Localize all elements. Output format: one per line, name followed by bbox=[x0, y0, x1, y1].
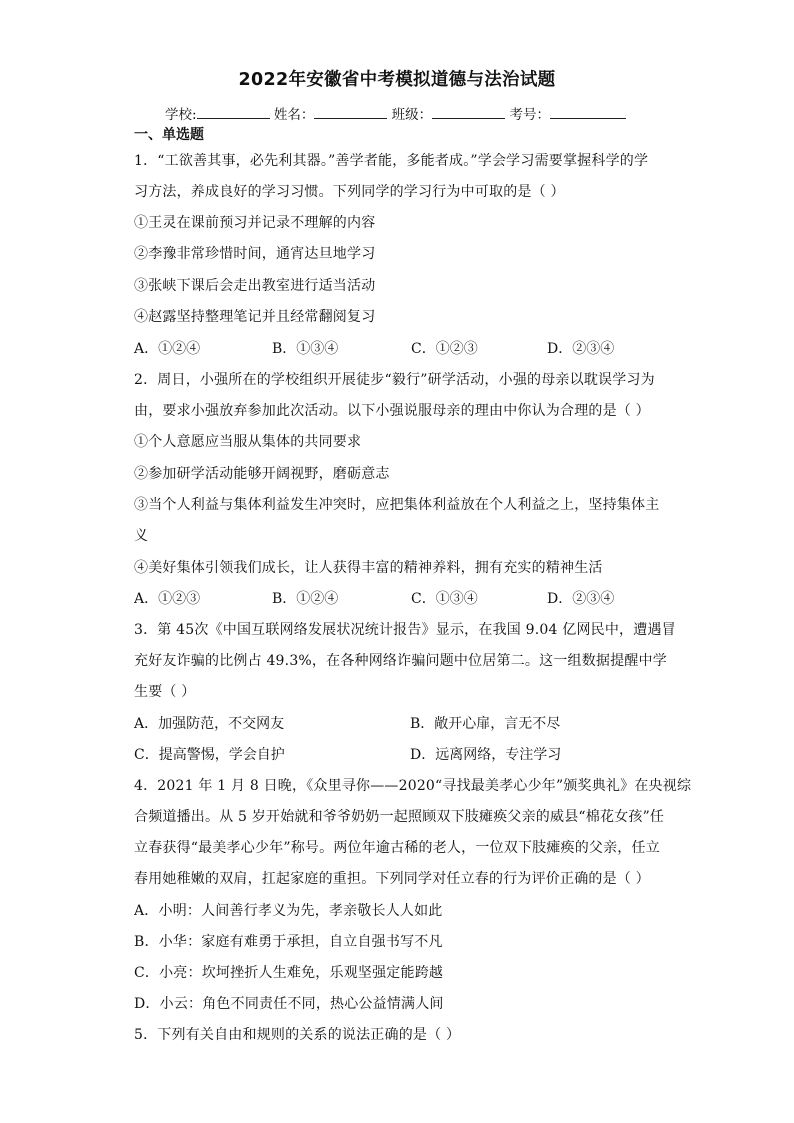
q3-stem-line-1: 3．第 45次《中国互联网络发展状况统计报告》显示，在我国 9.04 亿网民中，遭遇冒 bbox=[134, 622, 676, 638]
q2-statement-3-line-1: ③当个人利益与集体利益发生冲突时，应把集体利益放在个人利益之上，坚持集体主 bbox=[134, 497, 660, 513]
q1-option-c[interactable]: C．①②③ bbox=[411, 341, 478, 357]
q2-statement-1: ①个人意愿应当服从集体的共同要求 bbox=[134, 434, 362, 450]
q1-stem-line-2: 习方法，养成良好的学习习惯。下列同学的学习行为中可取的是（ ） bbox=[134, 184, 565, 200]
q3-option-a[interactable]: A．加强防范，不交网友 bbox=[134, 716, 285, 732]
q3-option-d[interactable]: D．远离网络，专注学习 bbox=[410, 747, 562, 763]
q3-option-b[interactable]: B．敞开心扉，言无不尽 bbox=[410, 716, 561, 732]
q3-option-c[interactable]: C．提高警惕，学会自护 bbox=[134, 747, 285, 763]
school-blank[interactable] bbox=[197, 105, 270, 119]
q4-stem-line-1: 4．2021 年 1 月 8 日晚，《众里寻你——2020“寻找最美孝心少年”颁奖典礼》在央视综 bbox=[134, 778, 692, 794]
q2-stem-line-2: 由，要求小强放弃参加此次活动。以下小强说服母亲的理由中你认为合理的是（ ） bbox=[134, 403, 650, 419]
q1-option-d[interactable]: D．②③④ bbox=[547, 341, 615, 357]
q5-stem-line-1: 5．下列有关自由和规则的关系的说法正确的是（ ） bbox=[134, 1027, 461, 1043]
q4-stem-line-3: 立春获得“最美孝心少年”称号。两位年逾古稀的老人，一位双下肢瘫痪的父亲，任立 bbox=[134, 840, 660, 856]
q2-option-d[interactable]: D．②③④ bbox=[547, 591, 615, 607]
q4-option-b[interactable]: B．小华：家庭有难勇于承担，自立自强书写不凡 bbox=[134, 934, 443, 950]
q1-statement-3: ③张峡下课后会走出教室进行适当活动 bbox=[134, 278, 376, 294]
q4-option-c[interactable]: C．小亮：坎坷挫折人生难免，乐观坚强定能跨越 bbox=[134, 965, 444, 981]
q1-option-b[interactable]: B．①③④ bbox=[272, 341, 339, 357]
class-label: 班级： bbox=[391, 107, 433, 123]
name-label: 姓名： bbox=[273, 107, 315, 123]
school-label: 学校: bbox=[165, 107, 197, 123]
q3-stem-line-2: 充好友诈骗的比例占 49.3%，在各种网络诈骗问题中位居第二。这一组数据提醒中学 bbox=[134, 653, 667, 669]
class-blank[interactable] bbox=[432, 105, 505, 119]
q4-stem-line-4: 春用她稚嫩的双肩，扛起家庭的重担。下列同学对任立春的行为评价正确的是（ ） bbox=[134, 871, 650, 887]
q2-statement-4: ④美好集体引领我们成长，让人获得丰富的精神养料，拥有充实的精神生活 bbox=[134, 560, 603, 576]
q2-stem-line-1: 2．周日，小强所在的学校组织开展徒步“毅行”研学活动，小强的母亲以耽误学习为 bbox=[134, 372, 655, 388]
student-info-row bbox=[165, 103, 626, 123]
q1-statement-1: ①王灵在课前预习并记录不理解的内容 bbox=[134, 215, 376, 231]
q4-stem-line-2: 合频道播出。从 5 岁开始就和爷爷奶奶一起照顾双下肢瘫痪父亲的威县“棉花女孩”任 bbox=[134, 809, 665, 825]
name-blank[interactable] bbox=[314, 105, 387, 119]
q1-stem-line-1: 1．“工欲善其事，必先利其器。”善学者能，多能者成。”学会学习需要掌握科学的学 bbox=[134, 153, 649, 169]
q1-option-a[interactable]: A．①②④ bbox=[134, 341, 201, 357]
q4-option-d[interactable]: D．小云：角色不同责任不同，热心公益情满人间 bbox=[134, 996, 444, 1012]
q4-option-a[interactable]: A．小明：人间善行孝义为先，孝亲敬长人人如此 bbox=[134, 903, 443, 919]
q2-statement-3-line-2: 义 bbox=[134, 528, 149, 544]
q2-statement-2: ②参加研学活动能够开阔视野，磨砺意志 bbox=[134, 466, 390, 482]
q1-statement-4: ④赵露坚持整理笔记并且经常翻阅复习 bbox=[134, 309, 376, 325]
section-heading: 一、单选题 bbox=[134, 127, 204, 143]
q2-option-a[interactable]: A．①②③ bbox=[134, 591, 201, 607]
q1-statement-2: ②李豫非常珍惜时间，通宵达旦地学习 bbox=[134, 246, 376, 262]
q2-option-b[interactable]: B．①②④ bbox=[272, 591, 339, 607]
exam-title: 2022年安徽省中考模拟道德与法治试题 bbox=[238, 70, 556, 90]
q2-option-c[interactable]: C．①③④ bbox=[411, 591, 478, 607]
exam-number-label: 考号： bbox=[509, 107, 550, 123]
q3-stem-line-3: 生要（ ） bbox=[134, 684, 196, 700]
exam-number-blank[interactable] bbox=[550, 105, 626, 119]
